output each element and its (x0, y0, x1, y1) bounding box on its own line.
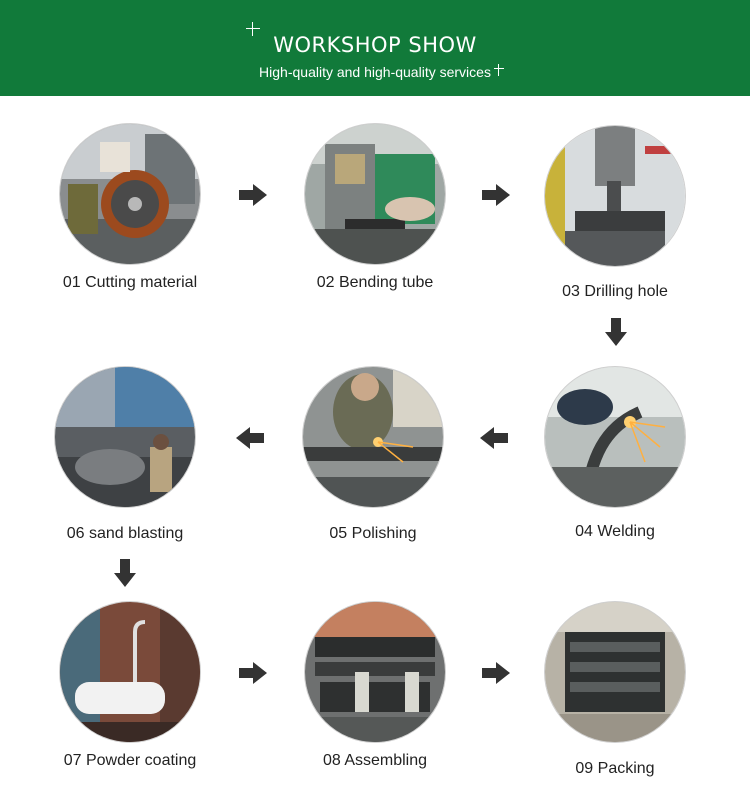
header-banner (0, 0, 750, 96)
polishing-photo (303, 367, 443, 507)
arrow-right-icon (482, 184, 510, 206)
sand-blasting-photo (55, 367, 195, 507)
arrow-down-icon (114, 559, 136, 587)
page-title: WORKSHOP SHOW (273, 33, 477, 57)
arrow-right-icon (482, 662, 510, 684)
page-subtitle: High-quality and high-quality services (259, 64, 491, 80)
arrow-left-icon (480, 427, 508, 449)
arrow-down-icon (605, 318, 627, 346)
step-label: 04 Welding (575, 523, 655, 540)
welding-photo (545, 367, 685, 507)
assembling-photo (305, 602, 445, 742)
bending-machine-photo (305, 124, 445, 264)
arrow-right-icon (239, 662, 267, 684)
step-label: 03 Drilling hole (562, 283, 668, 300)
packing-photo (545, 602, 685, 742)
drill-press-photo (545, 126, 685, 266)
decor-line (246, 28, 260, 29)
step-label: 08 Assembling (322, 752, 428, 769)
step-label: 05 Polishing (329, 525, 417, 542)
powder-coating-photo (60, 602, 200, 742)
step-label: 02 Bending tube (316, 274, 434, 291)
step-label: 07 Powder coating (63, 752, 197, 769)
cutting-saw-photo (60, 124, 200, 264)
arrow-left-icon (236, 427, 264, 449)
arrow-right-icon (239, 184, 267, 206)
step-label: 09 Packing (575, 760, 655, 777)
step-label: 01 Cutting material (62, 274, 198, 291)
step-label: 06 sand blasting (66, 525, 184, 542)
